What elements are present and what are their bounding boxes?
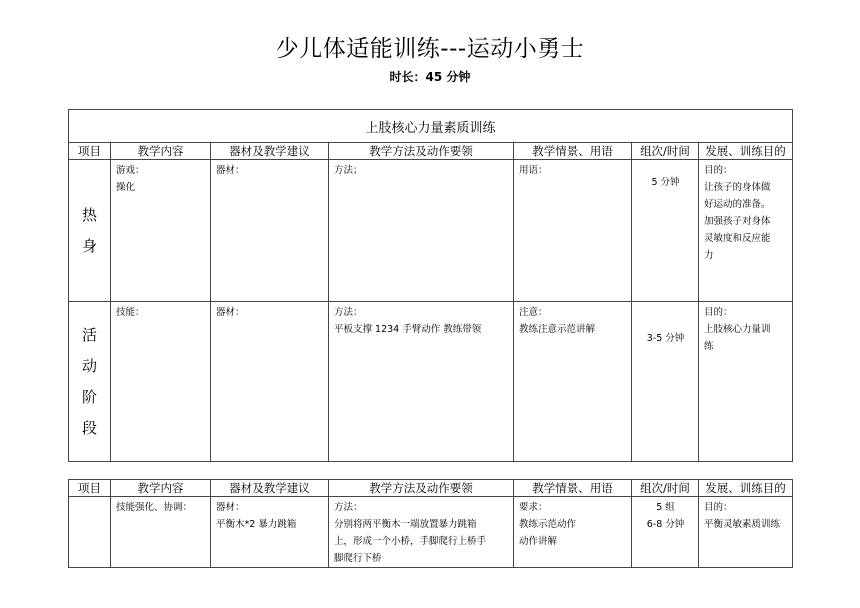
phase-char: 热 [81,205,97,224]
header-scene: 教学情景、用语 [514,480,632,497]
cell-line: 加强孩子对身体 [704,216,771,227]
phase-char: 段 [81,418,97,437]
cell-line: 平衡灵敏素质训练 [704,519,781,530]
method-cell [329,302,514,462]
phase-char: 阶 [81,387,97,406]
cell-line: 分别将两平衡木一端放置暴力跳箱 [334,519,477,530]
cell-line: 注意： [519,307,548,318]
header-equipment: 器材及教学建议 [211,143,329,160]
cell-line: 练 [704,341,714,352]
header-time: 组次/时间 [632,480,699,497]
goal-cell [699,160,793,302]
header-content: 教学内容 [111,480,211,497]
scene-cell [514,302,632,462]
header-item: 项目 [69,143,111,160]
header-equipment: 器材及教学建议 [211,480,329,497]
cell-line: 器材： [216,165,245,176]
method-cell [329,160,514,302]
phase-activity [69,302,111,462]
header-time: 组次/时间 [632,143,699,160]
cell-line: 3-5 分钟 [646,333,685,344]
cell-line: 5 组 [656,502,675,513]
cell-line: 好运动的准备。 [704,199,771,210]
phase-empty [69,497,111,568]
scene-cell [514,497,632,568]
cell-line: 平板支撑 1234 手臂动作 教练带领 [334,324,482,335]
cell-line: 6-8 分钟 [646,519,685,530]
cell-line: 器材： [216,502,245,513]
header-row [69,143,793,160]
cell-line: 5 分钟 [651,177,680,188]
skill-row [69,497,793,568]
cell-line: 器材： [216,307,245,318]
cell-line: 目的： [704,307,733,318]
goal-cell [699,497,793,568]
time-cell [632,160,699,302]
activity-row [69,302,793,462]
phase-char: 活 [81,325,97,344]
duration-label: 时长：45 分钟 [389,70,471,84]
cell-line: 动作讲解 [519,536,558,547]
method-cell [329,497,514,568]
cell-line: 操化 [116,182,136,193]
header-scene: 教学情景、用语 [514,143,632,160]
cell-line: 目的： [704,165,733,176]
cell-line: 力 [704,250,714,261]
training-table-2 [68,479,793,568]
scene-cell [514,160,632,302]
cell-line: 要求： [519,502,548,513]
header-item: 项目 [69,480,111,497]
cell-line: 上肢核心力量训 [704,324,771,335]
header-method: 教学方法及动作要领 [329,143,514,160]
training-table-1 [68,109,793,462]
header-content: 教学内容 [111,143,211,160]
phase-char: 身 [81,236,97,255]
cell-line: 方法： [334,307,363,318]
cell-line: 技能： [116,307,145,318]
equipment-cell [211,497,329,568]
cell-line: 教练注意示范讲解 [519,324,596,335]
cell-line: 方法： [334,502,363,513]
header-row [69,480,793,497]
cell-line: 上，形成一个小桥，手脚爬行上桥手 [334,536,487,547]
page-title: 少儿体适能训练---运动小勇士 [275,36,585,62]
content-cell [111,302,211,462]
cell-line: 教练示范动作 [519,519,577,530]
cell-line: 游戏： [116,165,145,176]
phase-char: 动 [81,356,97,375]
equipment-cell [211,160,329,302]
cell-line: 目的： [704,502,733,513]
time-cell [632,497,699,568]
cell-line: 方法； [334,165,363,176]
time-cell [632,302,699,462]
cell-line: 灵敏度和反应能 [704,233,771,244]
content-cell [111,160,211,302]
section-title: 上肢核心力量素质训练 [69,110,793,143]
cell-line: 技能强化、协调： [116,502,193,513]
header-method: 教学方法及动作要领 [329,480,514,497]
cell-line: 让孩子的身体做 [704,182,771,193]
header-goal: 发展、训练目的 [699,480,793,497]
warmup-row [69,160,793,302]
goal-cell [699,302,793,462]
equipment-cell [211,302,329,462]
phase-warmup [69,160,111,302]
cell-line: 脚爬行下桥 [334,553,382,564]
cell-line: 用语： [519,165,548,176]
header-goal: 发展、训练目的 [699,143,793,160]
cell-line: 平衡木*2 暴力跳箱 [216,519,297,530]
content-cell [111,497,211,568]
